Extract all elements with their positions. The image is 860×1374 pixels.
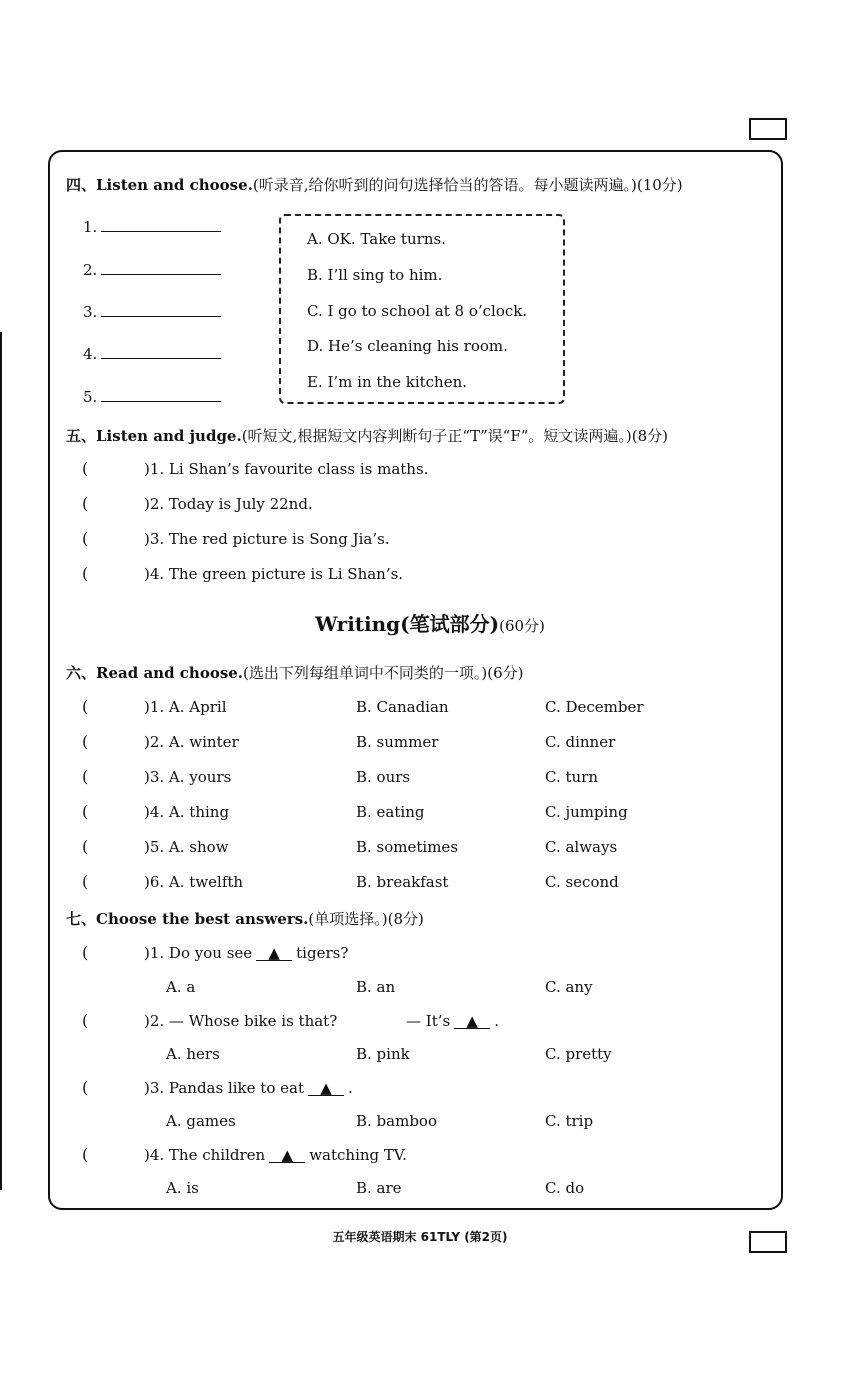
blank-number: 2. [83, 261, 98, 279]
question-text: . [347, 1079, 353, 1097]
choice-item-4-b: B. eating [356, 803, 425, 821]
judge-item-3: )3. The red picture is Song Jia’s. [144, 530, 390, 548]
answer-paren[interactable]: ( [82, 872, 89, 891]
choice-item-2-c: C. dinner [545, 733, 616, 751]
choice-item-1-a: )1. A. April [144, 698, 227, 716]
question-text: )3. Pandas like to eat [144, 1079, 304, 1097]
answer-paren[interactable]: ( [82, 1011, 89, 1030]
section7-title: 七、Choose the best answers. [66, 910, 309, 928]
option-a: A. OK. Take turns. [307, 230, 446, 248]
blank-line [101, 262, 221, 275]
choice-item-2-b: B. summer [356, 733, 439, 751]
blank-triangle-marker: ▲ [269, 1148, 305, 1163]
section5-heading [66, 425, 668, 446]
writing-score: (60分) [499, 617, 545, 635]
answer-paren[interactable]: ( [82, 837, 89, 856]
mc-1-option-c: C. any [545, 978, 593, 996]
blank-triangle-marker: ▲ [308, 1081, 344, 1096]
choice-item-2-a: )2. A. winter [144, 733, 239, 751]
score-box-top [749, 118, 787, 140]
answer-paren[interactable]: ( [82, 767, 89, 786]
blank-triangle-marker: ▲ [454, 1014, 490, 1029]
section4-heading [66, 174, 683, 195]
answer-paren[interactable]: ( [82, 1078, 89, 1097]
section6-heading [66, 662, 524, 683]
blank-number: 4. [83, 345, 98, 363]
answer-paren[interactable]: ( [82, 697, 89, 716]
blank-line [101, 389, 221, 402]
answer-blank-5[interactable] [83, 388, 221, 406]
option-b: B. I’ll sing to him. [307, 266, 443, 284]
section7-heading [66, 908, 424, 929]
mc-2-option-c: C. pretty [545, 1045, 612, 1063]
choice-item-6-c: C. second [545, 873, 619, 891]
page-footer: 五年级英语期末 61TLY (第2页) [332, 1230, 508, 1244]
judge-item-1: )1. Li Shan’s favourite class is maths. [144, 460, 429, 478]
mc-2-option-b: B. pink [356, 1045, 410, 1063]
choice-item-4-a: )4. A. thing [144, 803, 230, 821]
blank-line [101, 219, 221, 232]
choice-item-3-c: C. turn [545, 768, 598, 786]
mc-question-2-reply [406, 1012, 499, 1030]
answer-paren[interactable]: ( [82, 529, 89, 548]
blank-line [101, 346, 221, 359]
section5-instructions: (听短文,根据短文内容判断句子正“T”误“F”。短文读两遍。)(8分) [241, 427, 669, 445]
answer-paren[interactable]: ( [82, 1145, 89, 1164]
choice-item-4-c: C. jumping [545, 803, 628, 821]
judge-item-2: )2. Today is July 22nd. [144, 495, 313, 513]
mc-question-1 [144, 944, 348, 962]
mc-question-3 [144, 1079, 353, 1097]
scan-edge-line [0, 332, 2, 1190]
choice-item-5-c: C. always [545, 838, 618, 856]
section5-title: 五、Listen and judge. [66, 427, 242, 445]
mc-question-2 [144, 1012, 337, 1030]
option-d: D. He’s cleaning his room. [307, 337, 508, 355]
answer-blank-2[interactable] [83, 261, 221, 279]
answer-paren[interactable]: ( [82, 943, 89, 962]
question-text: watching TV. [309, 1146, 407, 1164]
option-e: E. I’m in the kitchen. [307, 373, 468, 391]
choice-item-5-a: )5. A. show [144, 838, 229, 856]
blank-number: 5. [83, 388, 98, 406]
answer-paren[interactable]: ( [82, 494, 89, 513]
answer-paren[interactable]: ( [82, 564, 89, 583]
choice-item-5-b: B. sometimes [356, 838, 459, 856]
blank-number: 3. [83, 303, 98, 321]
question-text: )1. Do you see [144, 944, 253, 962]
mc-question-4 [144, 1146, 407, 1164]
reply-text: . [494, 1012, 499, 1030]
answer-blank-1[interactable] [83, 218, 221, 236]
choice-item-6-a: )6. A. twelfth [144, 873, 244, 891]
question-text: tigers? [296, 944, 349, 962]
mc-4-option-c: C. do [545, 1179, 585, 1197]
section4-instructions: (听录音,给你听到的问句选择恰当的答语。每小题读两遍。)(10分) [252, 176, 683, 194]
mc-3-option-a: A. games [166, 1112, 236, 1130]
mc-3-option-b: B. bamboo [356, 1112, 437, 1130]
mc-4-option-a: A. is [166, 1179, 199, 1197]
question-text: )2. — Whose bike is that? [144, 1012, 338, 1030]
option-c: C. I go to school at 8 o’clock. [307, 302, 528, 320]
writing-title-text: Writing(笔试部分) [315, 612, 500, 636]
writing-part-title [0, 608, 860, 637]
blank-line [101, 304, 221, 317]
judge-item-4: )4. The green picture is Li Shan’s. [144, 565, 404, 583]
score-box-bottom [749, 1231, 787, 1253]
mc-1-option-a: A. a [166, 978, 196, 996]
answer-paren[interactable]: ( [82, 459, 89, 478]
section6-title: 六、Read and choose. [66, 664, 244, 682]
choice-item-1-b: B. Canadian [356, 698, 449, 716]
answer-paren[interactable]: ( [82, 732, 89, 751]
answer-paren[interactable]: ( [82, 802, 89, 821]
answer-options-box [279, 214, 565, 404]
mc-2-option-a: A. hers [166, 1045, 220, 1063]
blank-triangle-marker: ▲ [256, 946, 292, 961]
answer-blank-3[interactable] [83, 303, 221, 321]
choice-item-1-c: C. December [545, 698, 644, 716]
choice-item-3-a: )3. A. yours [144, 768, 232, 786]
mc-4-option-b: B. are [356, 1179, 402, 1197]
choice-item-3-b: B. ours [356, 768, 411, 786]
reply-text: — It’s [406, 1012, 451, 1030]
choice-item-6-b: B. breakfast [356, 873, 449, 891]
section7-instructions: (单项选择。)(8分) [308, 910, 424, 928]
mc-3-option-c: C. trip [545, 1112, 594, 1130]
blank-number: 1. [83, 218, 98, 236]
answer-blank-4[interactable] [83, 345, 221, 363]
section6-instructions: (选出下列每组单词中不同类的一项。)(6分) [243, 664, 524, 682]
section4-title: 四、Listen and choose. [66, 176, 253, 194]
mc-1-option-b: B. an [356, 978, 396, 996]
question-text: )4. The children [144, 1146, 266, 1164]
